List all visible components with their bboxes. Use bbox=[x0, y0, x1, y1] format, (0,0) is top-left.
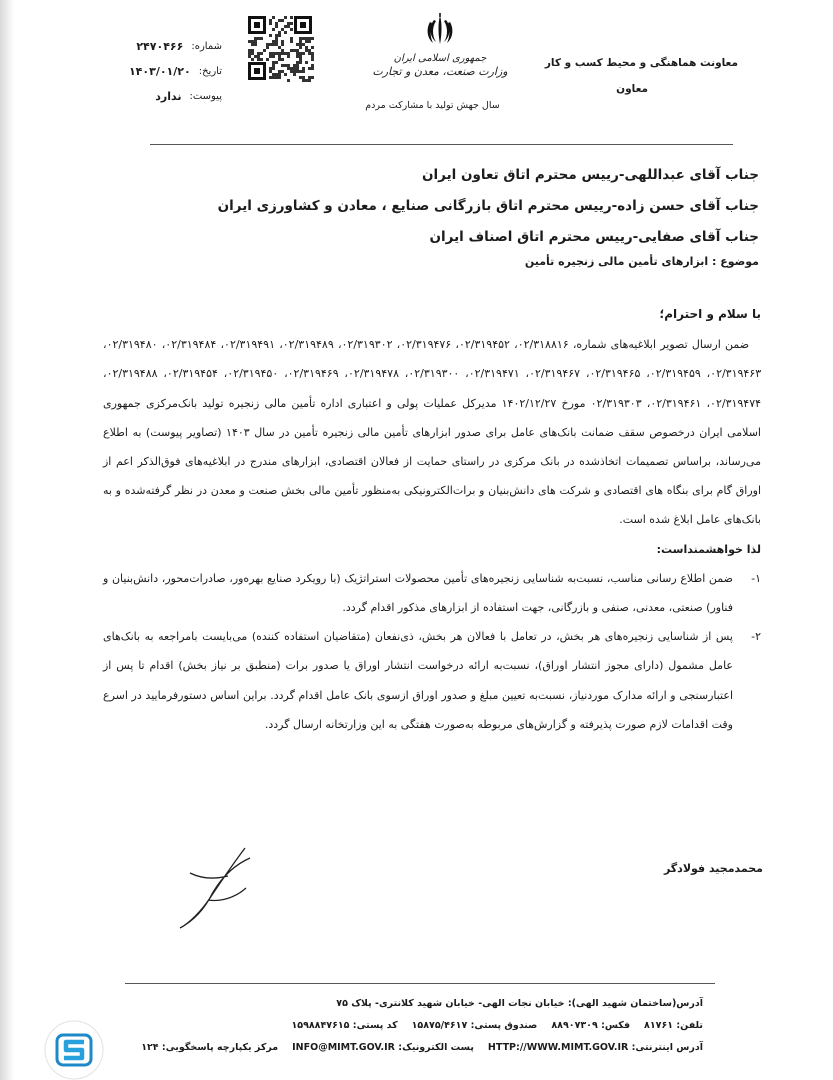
footer-web-row bbox=[103, 1037, 703, 1059]
ministry-emblem-block bbox=[360, 12, 520, 78]
request-line: لذا خواهشمنداست: bbox=[656, 542, 761, 556]
attachment-row bbox=[112, 84, 222, 109]
list-item-number: ۱- bbox=[751, 571, 761, 585]
header-divider bbox=[150, 144, 733, 145]
signatory-name: محمدمجید فولادگر bbox=[663, 862, 763, 875]
list-item-text: ضمن اطلاع رسانی مناسب، نسبت‌به شناسایی زنجیره‌های تأمین محصولات استراتژیک (با رویکرد صنایع بهره‌ور، صادرات‌محور، دانش‌بنیان و فناور) صنعتی، معدنی، صنفی و بازرگانی، جهت استفاده از ابزارهای مذکور اقدام گردد. bbox=[103, 571, 733, 615]
footer-postal-code: کد پستی: ۱۵۹۸۸۴۷۶۱۵ bbox=[291, 1020, 398, 1031]
org-line-1: معاونت هماهنگی و محیط کسب و کار bbox=[544, 57, 738, 69]
org-line-2: معاون bbox=[616, 83, 648, 95]
footer-website: آدرس اینترنتی: HTTP://WWW.MIMT.GOV.IR bbox=[487, 1042, 703, 1053]
addressee-block bbox=[119, 160, 759, 253]
app-logo-icon bbox=[44, 1020, 104, 1080]
footer bbox=[103, 993, 703, 1059]
handwritten-signature bbox=[150, 828, 270, 938]
list-item-number: ۲- bbox=[751, 630, 761, 644]
attachment-value: ندارد bbox=[155, 90, 182, 103]
number-label: شماره: bbox=[191, 41, 222, 52]
footer-pobox: صندوق پستی: ۱۵۸۷۵/۴۶۱۷ bbox=[411, 1020, 538, 1031]
qr-code bbox=[246, 14, 314, 82]
footer-address: آدرس(ساختمان شهید الهی): خیابان نجات الهی- خیابان شهید کلانتری- پلاک ۷۵ bbox=[336, 998, 703, 1009]
number-row bbox=[112, 34, 222, 59]
date-row bbox=[112, 59, 222, 84]
date-label: تاریخ: bbox=[198, 66, 222, 77]
footer-divider bbox=[125, 983, 715, 984]
attachment-label: پیوست: bbox=[189, 91, 222, 102]
body-paragraph: ضمن ارسال تصویر ابلاغیه‌های شماره، ۰۲/۳۱۸۸۱۶، ۰۲/۳۱۹۴۵۲، ۰۲/۳۱۹۴۷۶، ۰۲/۳۱۹۳۰۲، ۰۲/۳۱۹۴۸۹، ۰۲/۳۱۹۴۹۱، ۰۲/۳۱۹۴۸۴، ۰۲/۳۱۹۴۸۰، ۰۲/۳۱۹۴۶۳، ۰۲/۳۱۹۴۵۹، ۰۲/۳۱۹۴۶۵، ۰۲/۳۱۹۴۶۷، ۰۲/۳۱۹۴۷۱، ۰۲/۳۱۹۳۰۰، ۰۲/۳۱۹۴۷۸، ۰۲/۳۱۹۴۶۹، ۰۲/۳۱۹۴۵۰، ۰۲/۳۱۹۴۵۴، ۰۲/۳۱۹۴۸۸، ۰۲/۳۱۹۴۷۴، ۰۲/۳۱۹۴۶۱، ۰۲/۳۱۹۳۰۳ مورخ ۱۴۰۲/۱۲/۲۷ مدیرکل عملیات پولی و اعتباری اداره تأمین مالی زنجیره تولید بانک‌مرکزی جمهوری اسلامی ایران درخصوص سقف ضمانت بانک‌های عامل برای صدور ابزارهای تأمین مالی زنجیره تأمین در سال ۱۴۰۳ (تصاویر پیوست) به اطلاع می‌رساند، براساس تصمیمات اتخاذشده در بانک مرکزی در راستای حمایت از فعالان اقتصادی، ابزارهای مندرج در ابلاغیه‌های فوق‌الذکر اعم از اوراق گام برای بنگاه های اقتصادی و شرکت های دانش‌بنیان و برات‌الکترونیکی به‌منظور تأمین مالی بخش صنعت و معدن در نظر گرفته‌شده و به بانک‌های عامل ابلاغ شده است. bbox=[103, 338, 762, 527]
list-item-2 bbox=[103, 622, 761, 739]
footer-fax: فکس: ۸۸۹۰۷۳۰۹ bbox=[551, 1020, 631, 1031]
date-value: ۱۴۰۳/۰۱/۲۰ bbox=[128, 65, 191, 78]
number-value: ۲۴۷۰۴۶۶ bbox=[136, 40, 184, 53]
list-item-1 bbox=[103, 564, 761, 622]
footer-call-center: مرکز یکپارچه پاسخگویی: ۱۲۴ bbox=[141, 1042, 279, 1053]
year-slogan: سال جهش تولید با مشارکت مردم bbox=[365, 100, 500, 111]
footer-contact-row bbox=[103, 1015, 703, 1037]
iran-emblem-icon bbox=[360, 12, 520, 48]
footer-email: پست الکترونیک: INFO@MIMT.GOV.IR bbox=[292, 1042, 474, 1053]
letter-body bbox=[103, 300, 761, 739]
letter-meta bbox=[112, 34, 222, 109]
addressee-2: جناب آقای حسن زاده-رییس محترم اتاق بازرگانی صنایع ، معادن و کشاورزی ایران bbox=[217, 198, 759, 214]
addressee-1: جناب آقای عبداللهی-رییس محترم اتاق تعاون ایران bbox=[422, 167, 759, 183]
greeting: با سلام و احترام؛ bbox=[659, 307, 761, 321]
ministry-line-1: جمهوری اسلامی ایران bbox=[393, 53, 487, 64]
ministry-line-2: وزارت صنعت، معدن و تجارت bbox=[372, 65, 508, 78]
addressee-3: جناب آقای صفایی-رییس محترم اتاق اصناف ایران bbox=[429, 229, 759, 245]
page-edge-shadow bbox=[0, 0, 14, 1080]
org-block bbox=[518, 50, 738, 102]
list-item-text: پس از شناسایی زنجیره‌های هر بخش، در تعامل با فعالان هر بخش، ذی‌نفعان (متقاضیان استفاده کننده) می‌بایست بامراجعه به بانک‌های عامل مشمول (دارای مجوز انتشار اوراق)، نسبت‌به ارائه درخواست انتشار اوراق یا صدور برات (منطبق بر نیاز بخش) اقدام تا پس از اعتبارسنجی و ارائه مدارک موردنیاز، نسبت‌به تعیین مبلغ و صدور اوراق ازسوی بانک عامل اقدام گردد. براین اساس دستورفرمایید در اسرع وقت اقدامات لازم صورت پذیرفته و گزارش‌های مربوطه به‌صورت هفتگی به این وزارتخانه ارسال گردد. bbox=[103, 630, 733, 731]
footer-phone: تلفن: ۸۱۷۶۱ bbox=[644, 1020, 703, 1031]
subject-line: موضوع : ابزارهای تأمین مالی زنجیره تأمین bbox=[524, 255, 759, 268]
